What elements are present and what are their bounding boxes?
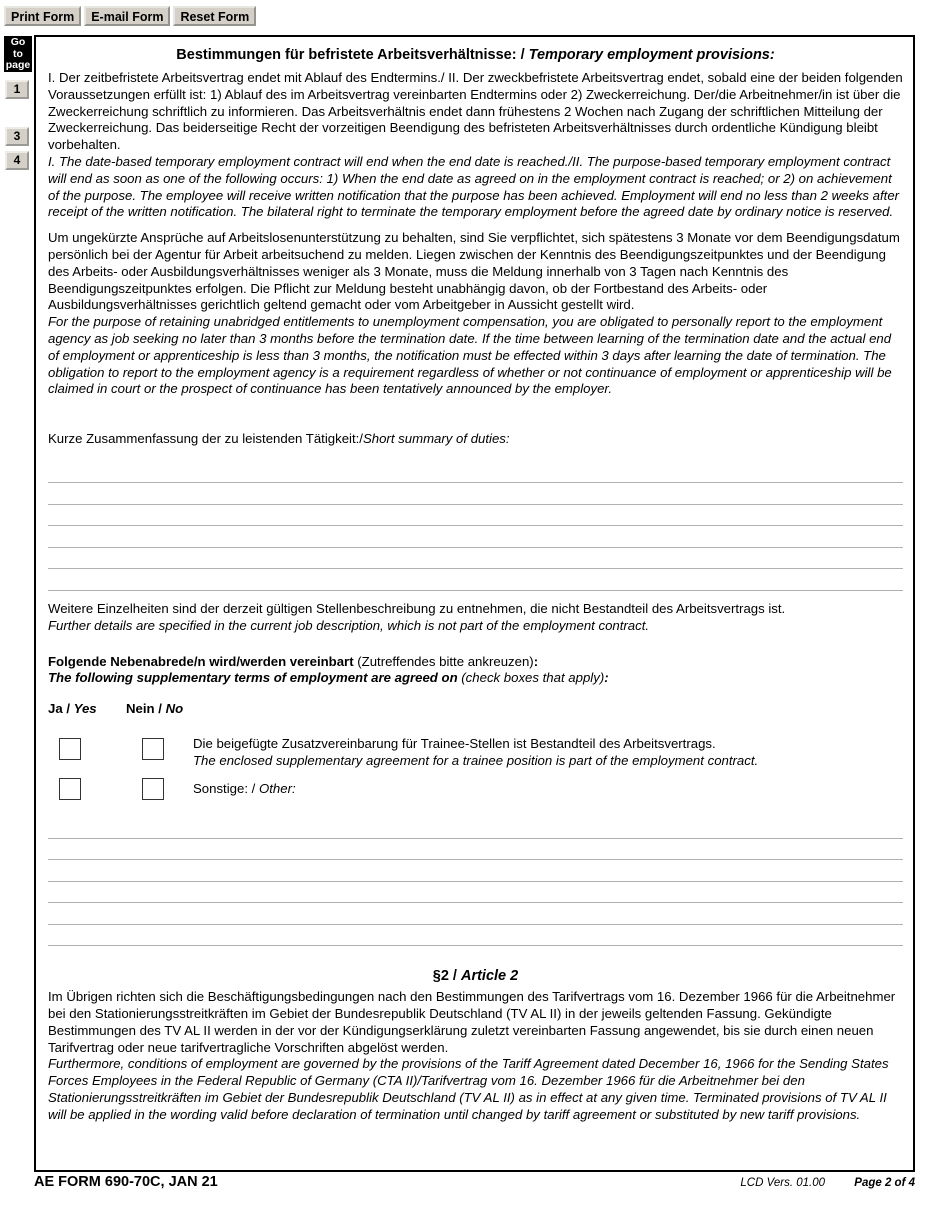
- supplementary-items: [48, 717, 903, 817]
- duties-line[interactable]: [48, 462, 903, 484]
- duties-line[interactable]: [48, 526, 903, 548]
- trainee-yes-checkbox[interactable]: [59, 738, 81, 760]
- no-column-header: [126, 701, 183, 716]
- go-to-page-4-button[interactable]: 4: [5, 151, 29, 170]
- go-to-text-to: to: [13, 47, 23, 60]
- duties-text-lines[interactable]: [48, 462, 903, 591]
- other-line[interactable]: [48, 817, 903, 839]
- page-number: Page 2 of 4: [854, 1177, 915, 1189]
- other-line[interactable]: [48, 882, 903, 904]
- temporary-provisions-title: [48, 45, 903, 65]
- form-content: [48, 37, 903, 1124]
- yes-header-de: Ja /: [48, 701, 74, 717]
- other-yes-checkbox[interactable]: [59, 778, 81, 800]
- checkbox-column-headers: [48, 701, 903, 717]
- details-german: Weitere Einzelheiten sind der derzeit gültigen Stellenbeschreibung zu entnehmen, die nicht Bestandteil des Arbeitsvertrags ist.: [48, 600, 786, 616]
- other-no-checkbox[interactable]: [142, 778, 164, 800]
- print-form-button[interactable]: Print Form: [4, 6, 81, 26]
- supp-heading-de-bold: Folgende Nebenabrede/n wird/werden vereinbart: [48, 653, 354, 669]
- email-form-button[interactable]: E-mail Form: [84, 6, 170, 26]
- supp-heading-de-colon: :: [533, 653, 539, 669]
- title-english: Temporary employment provisions:: [528, 47, 775, 63]
- supp-heading-en-colon: :: [604, 670, 609, 686]
- article-2-english: Furthermore, conditions of employment are governed by the provisions of the Tariff Agreement dated December 16, 1966 for the Sending States Forces Employees in the Federal Republic of Germany (CTA II)/Tarifvertrag vom 16. Dezember 1966 für die Arbeitnehmer bei den Stationierungsstreitkräften im Gebiet der Bundesrepublik Deutschland (TV AL II) as in effect at any given time. Terminated provisions of TV AL II will be applied in the wording valid before declaration of termination until changed by tariff agreement or substituted by new tariff provisions.: [48, 1056, 889, 1122]
- unemployment-paragraph-english: For the purpose of retaining unabridged entitlements to unemployment compensation, you are obligated to personally report to the employment agency as job seeking no later than 3 months before the termination date. If the time between learning of the termination date and the actual end of employment or apprenticeship is less than 3 months, the notification must be effected within 3 days after learning the date of termination. The obligation to report to the employment agency is a requirement regardless of whether or not continuance of employment or apprenticeship will be claimed in court or the prospect of continuance has been tentatively announced by the employer.: [48, 314, 892, 397]
- duties-line[interactable]: [48, 505, 903, 527]
- other-item-label: [193, 781, 296, 798]
- other-line[interactable]: [48, 839, 903, 861]
- form-page-frame: [34, 35, 915, 1172]
- form-identifier: AE FORM 690-70C, JAN 21: [34, 1174, 218, 1190]
- yes-header-en: Yes: [73, 701, 97, 717]
- duties-label-german: Kurze Zusammenfassung der zu leistenden Tätigkeit:/: [48, 431, 363, 447]
- no-header-de: Nein /: [126, 701, 166, 717]
- other-label-en: Other:: [258, 781, 296, 797]
- go-to-text-go: Go: [10, 36, 26, 48]
- other-line[interactable]: [48, 860, 903, 882]
- supplementary-heading-german: [48, 654, 903, 671]
- provisions-paragraph-english: I. The date-based temporary employment contract will end when the end date is reached./II. The purpose-based temporary employment contract will end as soon as one of the following occurs: 1) When the end date as agreed on in the employment contract is reached; or 2) on achievement of the purpose. The employee will receive written notification that the purpose has been achieved. Employment will end no less than 2 weeks after receipt of the written notification. The bilateral right to terminate the temporary employment before the agreed date by ordinary notice is reserved.: [48, 153, 900, 220]
- go-to-page-1-button[interactable]: 1: [5, 80, 29, 99]
- go-to-page-3-button[interactable]: 3: [5, 127, 29, 146]
- article-2-title-de: §2 /: [432, 968, 461, 985]
- supp-heading-en-note: (check boxes that apply): [457, 670, 605, 686]
- reset-form-button[interactable]: Reset Form: [173, 6, 256, 26]
- duties-line[interactable]: [48, 548, 903, 570]
- trainee-no-checkbox[interactable]: [142, 738, 164, 760]
- duties-line[interactable]: [48, 569, 903, 591]
- duties-label: [48, 431, 903, 448]
- article-2-german: Im Übrigen richten sich die Beschäftigungsbedingungen nach den Bestimmungen des Tarifvertrags vom 16. Dezember 1966 für die Arbeitnehmer bei den Stationierungsstreitkräften im Gebiet der Bundesrepublik Deutschland (TV AL II) in der jeweils geltenden Fassung. Gekündigte Bestimmungen des TV AL II werden in der vor der Kündigungserklärung zuletzt vereinbarten Fassung angewendet, bis sie durch einen neuen Tarifvertrag oder neue tarifvertragliche Vorschriften abgelöst werden.: [48, 989, 896, 1055]
- duties-line[interactable]: [48, 483, 903, 505]
- supplementary-heading-english: [48, 670, 903, 687]
- supp-heading-de-note: (Zutreffendes bitte ankreuzen): [353, 653, 534, 669]
- provisions-paragraph-german: I. Der zeitbefristete Arbeitsvertrag endet mit Ablauf des Endtermins./ II. Der zweckbefristete Arbeitsvertrag endet, sobald eine der beiden folgenden Voraussetzungen erfüllt ist: 1) Ablauf des im Arbeitsvertrag vereinbarten Endtermins oder 2) Zweckerreichung. Der/die Arbeitnehmer/in ist über die Zweckerreichung schriftlich zu informieren. Das Arbeitsverhältnis endet dann frühestens 2 Wochen nach Zugang der schriftlichen Mitteilung der Zweckerreichung. Das beiderseitige Recht der vorzeitigen Beendigung des befristeten Arbeitsverhältnisses durch ordentliche Kündigung bleibt vorbehalten.: [48, 70, 903, 153]
- other-line[interactable]: [48, 925, 903, 947]
- no-header-en: No: [165, 701, 184, 717]
- trainee-item-german: Die beigefügte Zusatzvereinbarung für Trainee-Stellen ist Bestandteil des Arbeitsvertrags.: [193, 736, 716, 752]
- article-2-title: [48, 966, 903, 986]
- yes-column-header: [48, 701, 97, 716]
- trainee-item-english: The enclosed supplementary agreement for a trainee position is part of the employment contract.: [193, 752, 759, 768]
- other-text-lines[interactable]: [48, 817, 903, 946]
- duties-label-english: Short summary of duties:: [362, 431, 510, 447]
- article-2-title-en: Article 2: [460, 968, 519, 985]
- form-version: LCD Vers. 01.00: [740, 1177, 825, 1189]
- form-footer: [34, 1174, 915, 1192]
- details-english: Further details are specified in the current job description, which is not part of the employment contract.: [48, 617, 650, 633]
- trainee-item-text: [193, 736, 758, 770]
- title-german: Bestimmungen für befristete Arbeitsverhältnisse: /: [176, 47, 529, 63]
- other-label-de: Sonstige: /: [193, 781, 259, 797]
- go-to-text-page: page: [5, 59, 31, 71]
- unemployment-paragraph-german: Um ungekürzte Ansprüche auf Arbeitslosenunterstützung zu behalten, sind Sie verpflichtet, sich spätestens 3 Monate vor dem Beendigungsdatum persönlich bei der Agentur für Arbeit arbeitsuchend zu melden. Liegen zwischen der Kenntnis des Beendigungszeitpunktes und der Beendigung des Arbeits- oder Ausbildungsverhältnisses weniger als 3 Monate, muss die Meldung innerhalb von 3 Tagen nach Kenntnis des Beendigungszeitpunktes erfolgen. Die Pflicht zur Meldung besteht unabhängig davon, ob der Fortbestand des Arbeits- oder Ausbildungsverhältnisses gerichtlich geltend gemacht oder vom Arbeitgeber in Aussicht gestellt wird.: [48, 230, 900, 313]
- other-line[interactable]: [48, 903, 903, 925]
- form-toolbar: [4, 6, 256, 26]
- supp-heading-en-bold: The following supplementary terms of employment are agreed on: [48, 670, 458, 686]
- go-to-page-label: [4, 36, 32, 72]
